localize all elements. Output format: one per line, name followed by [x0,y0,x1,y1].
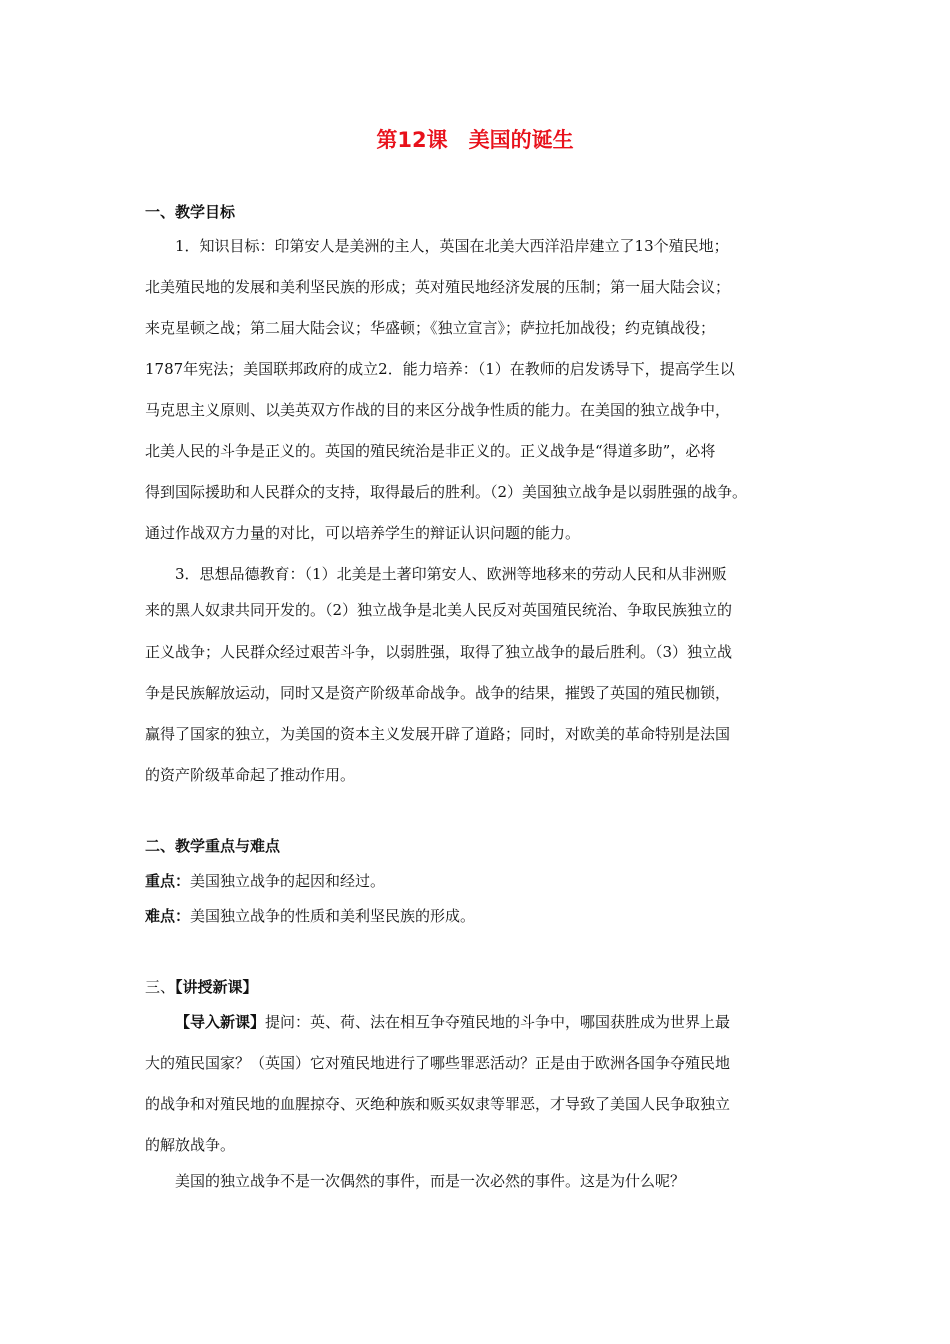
paragraph-line: 马克思主义原则、以美英双方作战的目的来区分战争性质的能力。在美国的独立战争中， [145,401,731,419]
page-title: 第12课 美国的诞生 [376,128,574,152]
paragraph-line: 的资产阶级革命起了推动作用。 [145,766,356,784]
paragraph-line: 得到国际援助和人民群众的支持，取得最后的胜利。（2）美国独立战争是以弱胜强的战争。 [145,483,748,501]
paragraph-line: 大的殖民国家？（英国）它对殖民地进行了哪些罪恶活动？正是由于欧洲各国争夺殖民地 [145,1054,731,1072]
key-point-line [145,871,385,891]
section-number: 三、 [145,978,176,996]
paragraph-line: 的解放战争。 [145,1136,236,1154]
paragraph-line: 赢得了国家的独立，为美国的资本主义发展开辟了道路；同时，对欧美的革命特别是法国 [145,725,731,743]
paragraph-line: 3．思想品德教育：（1）北美是土著印第安人、欧洲等地移来的劳动人民和从非洲贩 [175,565,727,583]
section-title: 【讲授新课】 [175,978,258,996]
difficult-point-label: 难点： [145,907,191,925]
paragraph-line: 北美殖民地的发展和美利坚民族的形成；英对殖民地经济发展的压制；第一届大陆会议； [145,278,731,296]
key-point-label: 重点： [145,872,191,890]
section-heading-objectives: 一、教学目标 [145,203,236,221]
paragraph-line: 来的黑人奴隶共同开发的。（2）独立战争是北美人民反对英国殖民统治、争取民族独立的 [145,601,733,619]
section-heading-key-points: 二、教学重点与难点 [145,837,281,855]
key-point-text: 美国独立战争的起因和经过。 [190,872,386,890]
paragraph-line: 北美人民的斗争是正义的。英国的殖民统治是非正义的。正义战争是“得道多助”，必将 [145,442,716,460]
difficult-point-text: 美国独立战争的性质和美利坚民族的形成。 [190,907,476,925]
paragraph-line: 通过作战双方力量的对比，可以培养学生的辩证认识问题的能力。 [145,524,581,542]
paragraph-line: 1．知识目标：印第安人是美洲的主人，英国在北美大西洋沿岸建立了13个殖民地； [175,237,729,255]
paragraph-line: 美国的独立战争不是一次偶然的事件，而是一次必然的事件。这是为什么呢？ [175,1172,686,1190]
paragraph-line: 来克星顿之战；第二届大陆会议；华盛顿；《独立宣言》；萨拉托加战役；约克镇战役； [145,319,716,337]
difficult-point-line [145,906,475,926]
intro-text: 提问：英、荷、法在相互争夺殖民地的斗争中，哪国获胜成为世界上最 [265,1013,731,1031]
intro-label: 【导入新课】 [175,1013,266,1031]
paragraph-line: 1787年宪法；美国联邦政府的成立2．能力培养：（1）在教师的启发诱导下，提高学生以 [145,360,735,378]
paragraph-line: 正义战争；人民群众经过艰苦斗争，以弱胜强，取得了独立战争的最后胜利。（3）独立战 [145,643,733,661]
paragraph-line: 争是民族解放运动，同时又是资产阶级革命战争。战争的结果，摧毁了英国的殖民枷锁， [145,684,731,702]
paragraph-line: 的战争和对殖民地的血腥掠夺、灭绝种族和贩买奴隶等罪恶，才导致了美国人民争取独立 [145,1095,731,1113]
section-heading-new-lesson [145,976,258,997]
intro-line [175,1012,730,1032]
